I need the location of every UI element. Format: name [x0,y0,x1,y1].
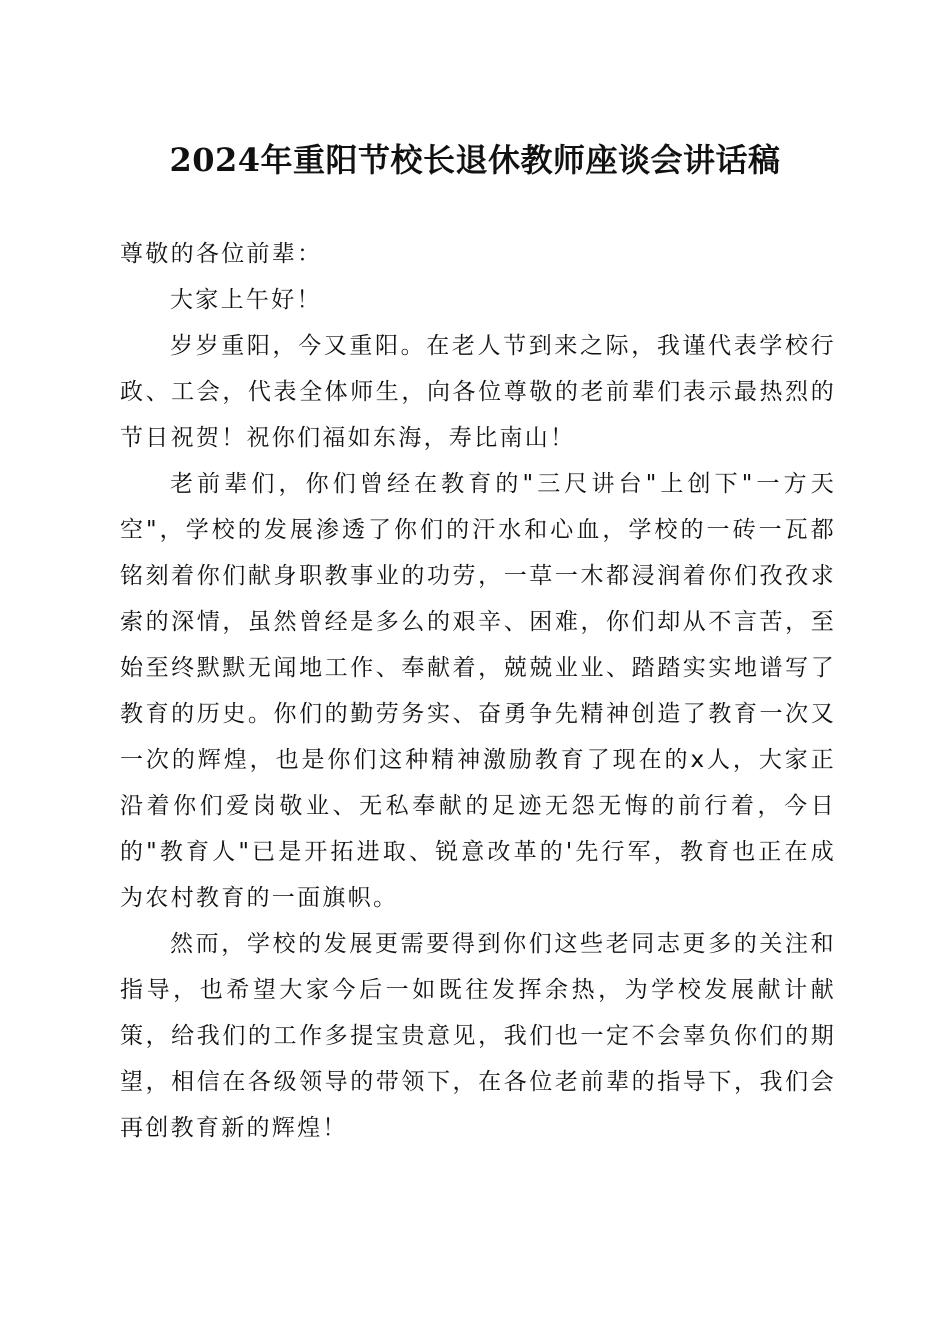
paragraph-closing: 然而，学校的发展更需要得到你们这些老同志更多的关注和指导，也希望大家今后一如既往发挥余热，为学校发展献计献策，给我们的工作多提宝贵意见，我们也一定不会辜负你们的期望，相信在各级领导的带领下，在各位老前辈的指导下，我们会再创教育新的辉煌！ [120,931,836,1141]
paragraph-festival-wishes: 岁岁重阳，今又重阳。在老人节到来之际，我谨代表学校行政、工会，代表全体师生，向各位尊敬的老前辈们表示最热烈的节日祝贺！祝你们福如东海，寿比南山！ [120,333,836,451]
document-body [120,231,836,1151]
salutation: 尊敬的各位前辈： [120,241,323,267]
document-title: 2024年重阳节校长退休教师座谈会讲话稿 [169,141,781,179]
paragraph-greeting: 大家上午好！ [170,287,322,313]
paragraph-tribute: 老前辈们，你们曾经在教育的"三尺讲台"上创下"一方天空"，学校的发展渗透了你们的汗水和心血，学校的一砖一瓦都铭刻着你们献身职教事业的功劳，一草一木都浸润着你们孜孜求索的深情，虽然曾经是多么的艰辛、困难，你们却从不言苦，至始至终默默无闻地工作、奉献着，兢兢业业、踏踏实实地谱写了教育的历史。你们的勤劳务实、奋勇争先精神创造了教育一次又一次的辉煌，也是你们这种精神激励教育了现在的x人，大家正沿着你们爱岗敬业、无私奉献的足迹无怨无悔的前行着，今日的"教育人"已是开拓进取、锐意改革的'先行军，教育也正在成为农村教育的一面旗帜。 [120,471,836,911]
